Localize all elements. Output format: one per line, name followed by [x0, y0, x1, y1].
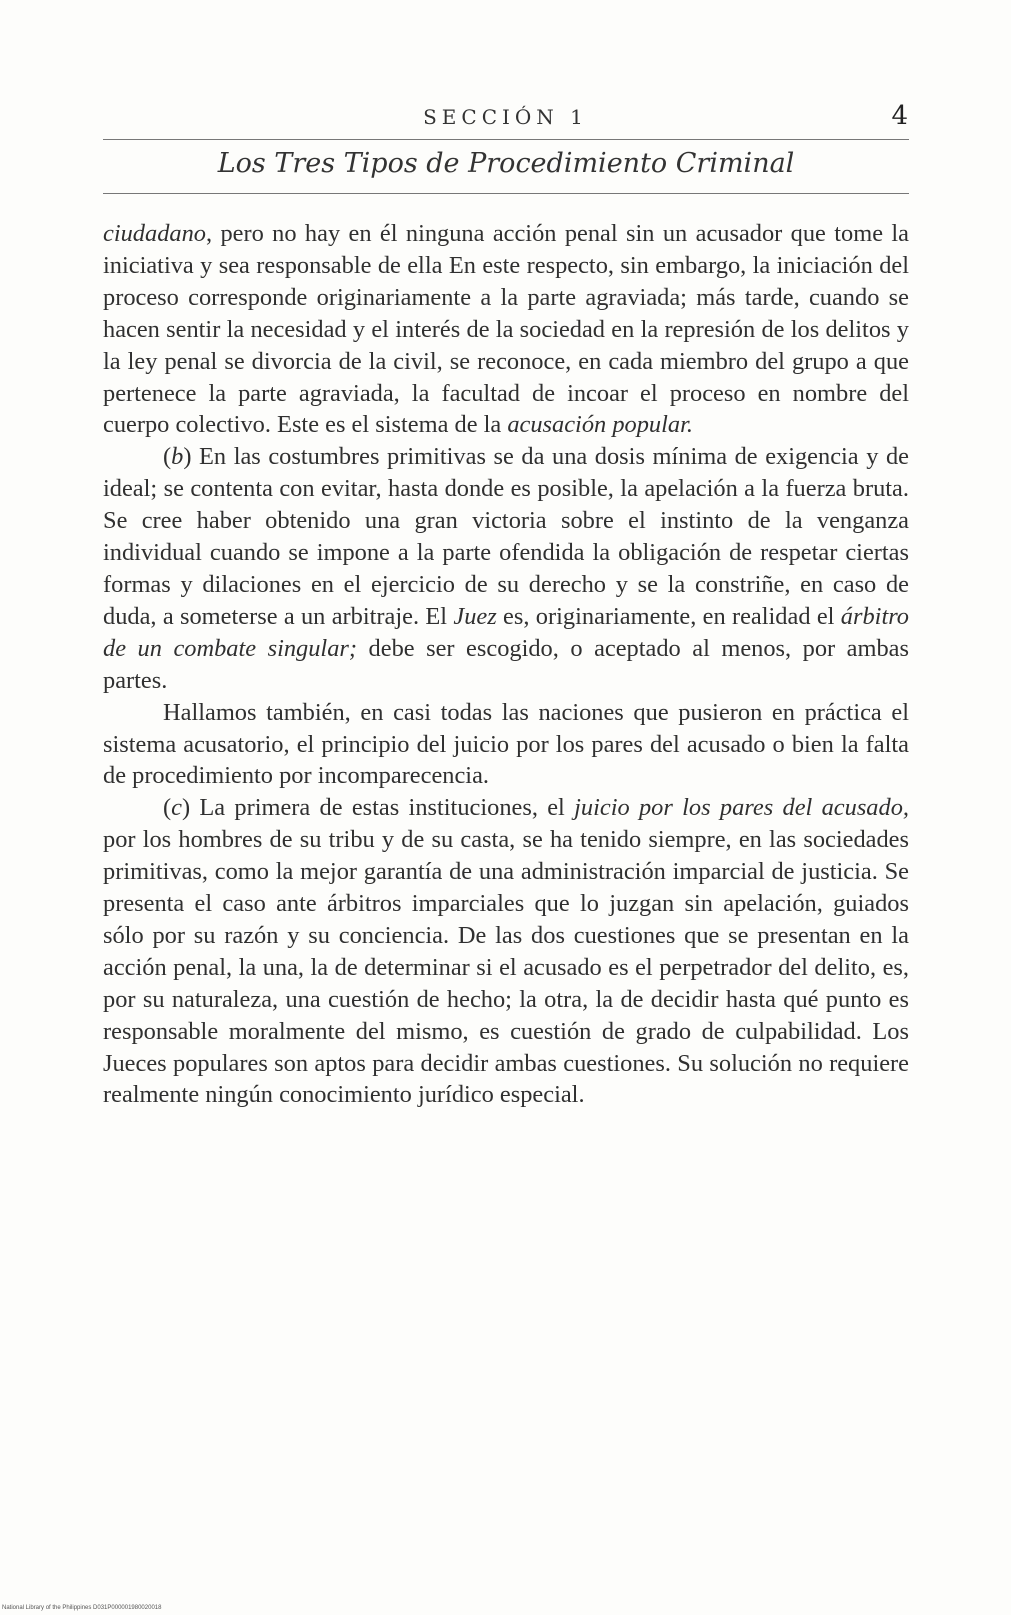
chapter-subtitle: Los Tres Tipos de Procedimiento Criminal: [217, 148, 795, 179]
text-run: es, originariamente, en realidad el: [496, 602, 841, 630]
italic-text: árbitro de un combate singular;: [103, 602, 909, 662]
header-rule-bottom: [103, 193, 909, 194]
paragraph: [103, 697, 909, 793]
text-run: , pero no hay en él ninguna acción penal sin un acusador que tome la iniciativa y sea responsable de ella En este respecto, sin embargo, la iniciación del proceso corresponde originariamente a la parte agraviada; más tarde, cuando se hacen sentir la necesidad y el interés de la sociedad en la represión de los delitos y la ley penal se divorcia de la civil, se reconoce, en cada miembro del grupo a que pertenece la parte agraviada, la facultad de incoar el proceso en nombre del cuerpo colectivo. Este es el sistema de la: [103, 220, 909, 439]
italic-text: acusación popular.: [507, 411, 693, 439]
body-text: [103, 218, 909, 1111]
text-run: ) La primera de estas instituciones, el: [181, 794, 575, 822]
text-run: por los hombres de su tribu y de su casta, se ha tenido siempre, en las sociedades primitivas, como la mejor garantía de una administración imparcial de justicia. Se presenta el caso ante árbitros imparciales que lo juzgan sin apelación, guiados sólo por su razón y su conciencia. De las dos cuestiones que se presentan en la acción penal, la una, la de determinar si el acusado es el perpetrador del delito, es, por su naturaleza, una cuestión de hecho; la otra, la de decidir hasta qué punto es responsable moralmente del mismo, es cuestión de grado de culpabilidad. Los Jueces populares son aptos para decidir ambas cuestiones. Su solución no requiere realmente ningún conocimiento jurídico especial.: [103, 826, 909, 1109]
italic-text: ciudadano: [103, 220, 206, 247]
text-run: debe ser escogido, o aceptado al menos, por ambas partes.: [103, 634, 909, 694]
text-run: (: [163, 443, 172, 471]
paragraph: [103, 792, 909, 1111]
text-run: Hallamos también, en casi todas las naciones que pusieron en práctica el sistema acusatorio, el principio del juicio por los pares del acusado o bien la falta de procedimiento por incomparecencia.: [103, 698, 909, 790]
text-run: ) En las costumbres primitivas se da una dosis mínima de exigencia y de ideal; se contenta con evitar, hasta donde es posible, la apelación a la fuerza bruta. Se cree haber obtenido una gran victoria sobre el instinto de la venganza individual cuando se impone a la parte ofendida la obligación de respetar ciertas formas y dilaciones en el ejercicio de su derecho y se la constriñe, en caso de duda, a someterse a un arbitraje. El: [103, 443, 909, 630]
italic-text: c: [171, 794, 182, 822]
header-rule-top: [103, 139, 909, 140]
library-footer: National Library of the Philippines D031P000001980020018: [2, 1605, 162, 1611]
paragraph: [103, 441, 909, 696]
italic-text: Juez: [453, 602, 497, 630]
running-header: [103, 101, 908, 135]
italic-text: juicio por los pares del acusado,: [574, 794, 909, 822]
text-run: (: [163, 794, 172, 822]
section-label: SECCIÓN 1: [423, 105, 588, 129]
page-number: 4: [891, 101, 908, 131]
paragraph: [103, 218, 909, 441]
italic-text: b: [171, 443, 184, 471]
